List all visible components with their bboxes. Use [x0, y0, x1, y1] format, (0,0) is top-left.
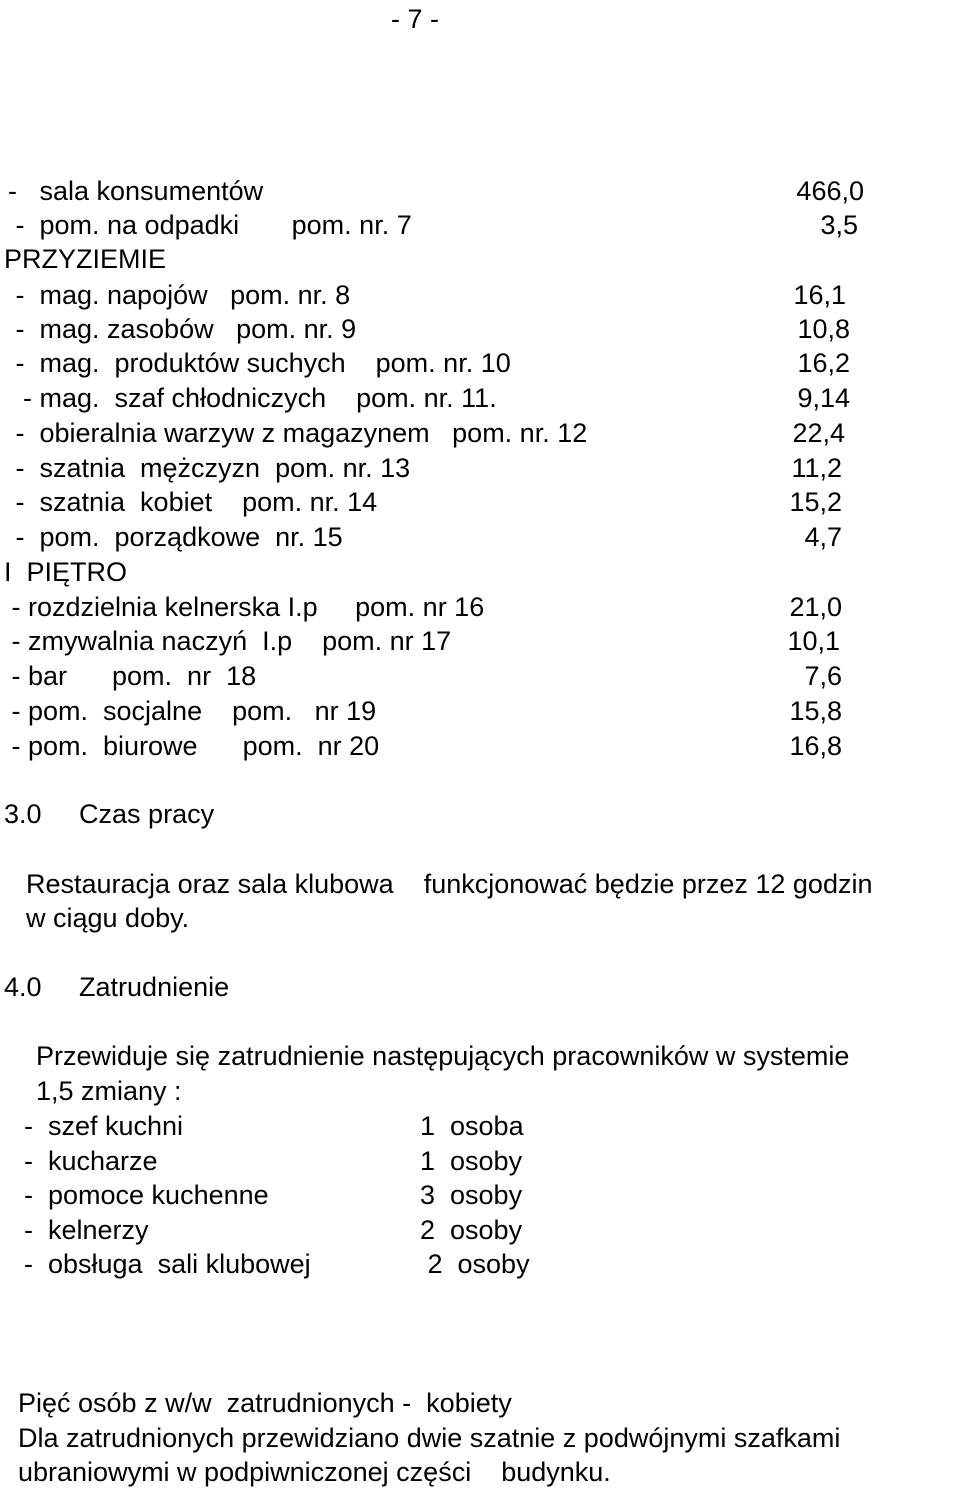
room-name: - sala konsumentów	[8, 176, 264, 206]
footer-line: Pięć osób z w/w zatrudnionych - kobiety	[18, 1388, 512, 1418]
staff-count: 3 osoby	[420, 1180, 523, 1210]
paragraph-line: w ciągu doby.	[26, 903, 190, 933]
paragraph-line: Przewiduje się zatrudnienie następujących pracowników w systemie	[36, 1041, 850, 1071]
room-area: 3,5	[820, 210, 858, 240]
room-name: - mag. napojów pom. nr. 8	[8, 280, 351, 310]
staff-count: 2 osoby	[420, 1215, 523, 1245]
room-area: 22,4	[792, 418, 845, 448]
paragraph-line: Restauracja oraz sala klubowa funkcjonować będzie przez 12 godzin	[26, 869, 873, 899]
staff-role: - pomoce kuchenne	[24, 1180, 269, 1210]
section-heading-czas-pracy: 3.0 Czas pracy	[4, 799, 215, 829]
room-name: - pom. socjalne pom. nr 19	[4, 696, 377, 726]
room-name: - rozdzielnia kelnerska I.p pom. nr 16	[4, 592, 485, 622]
room-name: - pom. biurowe pom. nr 20	[4, 731, 380, 761]
section-heading-przyziemie: PRZYZIEMIE	[4, 244, 167, 274]
room-name: - bar pom. nr 18	[4, 661, 257, 691]
section-heading-pietro: I PIĘTRO	[4, 557, 128, 587]
room-area: 4,7	[804, 522, 842, 552]
staff-role: - kelnerzy	[24, 1215, 149, 1245]
footer-line: ubraniowymi w podpiwniczonej części budynku.	[18, 1457, 611, 1487]
room-area: 16,2	[797, 348, 850, 378]
page-number: - 7 -	[391, 4, 440, 34]
room-name: - szatnia mężczyzn pom. nr. 13	[8, 453, 411, 483]
room-name: - pom. porządkowe nr. 15	[8, 522, 343, 552]
room-name: - zmywalnia naczyń I.p pom. nr 17	[4, 626, 452, 656]
room-area: 10,1	[787, 626, 840, 656]
room-area: 15,8	[789, 696, 842, 726]
paragraph-line: 1,5 zmiany :	[36, 1076, 182, 1106]
room-name: - szatnia kobiet pom. nr. 14	[8, 487, 378, 517]
staff-role: - obsługa sali klubowej	[24, 1249, 311, 1279]
room-area: 10,8	[797, 314, 850, 344]
section-heading-zatrudnienie: 4.0 Zatrudnienie	[4, 972, 230, 1002]
room-area: 21,0	[789, 592, 842, 622]
staff-count: 1 osoba	[420, 1111, 524, 1141]
room-area: 11,2	[791, 453, 842, 483]
room-name: - pom. na odpadki pom. nr. 7	[8, 210, 412, 240]
room-area: 16,1	[793, 280, 846, 310]
staff-count: 1 osoby	[420, 1146, 523, 1176]
staff-role: - kucharze	[24, 1146, 158, 1176]
staff-role: - szef kuchni	[24, 1111, 184, 1141]
room-area: 9,14	[797, 383, 850, 413]
room-area: 16,8	[789, 731, 842, 761]
room-name: - mag. szaf chłodniczych pom. nr. 11.	[8, 383, 497, 413]
footer-line: Dla zatrudnionych przewidziano dwie szatnie z podwójnymi szafkami	[18, 1423, 841, 1453]
room-area: 466,0	[796, 176, 864, 206]
room-name: - mag. zasobów pom. nr. 9	[8, 314, 357, 344]
room-area: 15,2	[789, 487, 842, 517]
room-area: 7,6	[804, 661, 842, 691]
room-name: - mag. produktów suchych pom. nr. 10	[8, 348, 511, 378]
room-name: - obieralnia warzyw z magazynem pom. nr. 12	[8, 418, 588, 448]
staff-count: 2 osoby	[420, 1249, 530, 1279]
